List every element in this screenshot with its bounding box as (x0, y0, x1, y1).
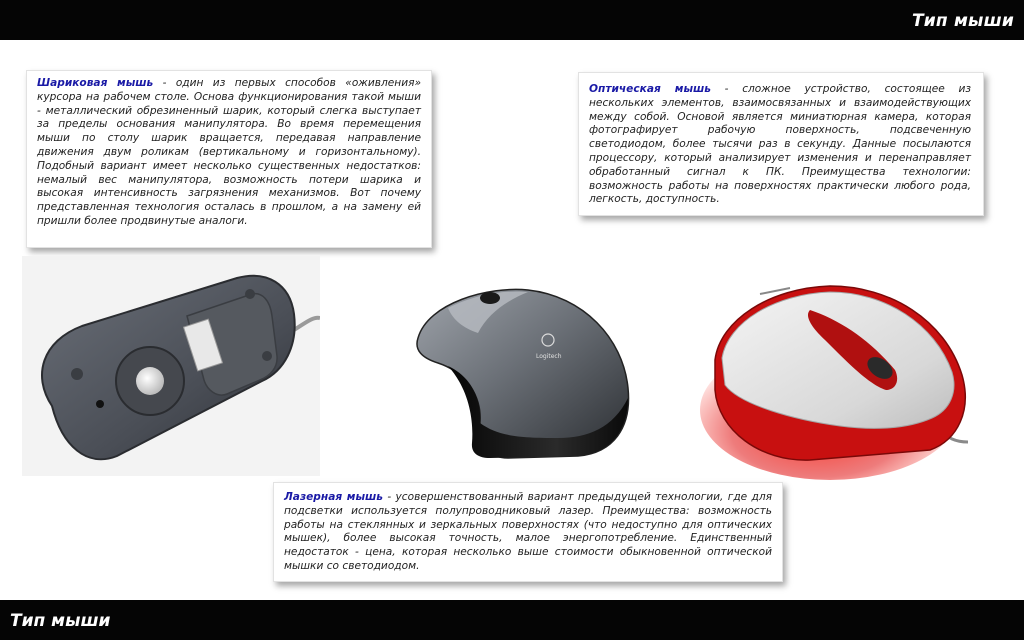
header-title: Тип мыши (911, 11, 1014, 31)
ball-mouse-description (26, 70, 432, 248)
footer-title: Тип мыши (10, 611, 111, 631)
laser-mouse-term: Лазерная мышь (284, 491, 383, 503)
ball-mouse-text: - один из первых способов «оживления» курсора на рабочем столе. Основа функционирования такой мыши - металлический обрезиненный шарик, который слегка выступает за пределы основания манипулятора. Во время перемещения мыши по столу шарик вращается, передавая направление движения двум роликам (вертикальному и горизонтальному). Подобный вариант имеет несколько существенных недостатков: немалый вес манипулятора, возможность потери шарика и высокая интенсивность загрязнения механизмов. Вот почему представленная технология осталась в прошлом, а на замену ей пришли более продвинутые аналоги. (37, 77, 421, 227)
header-bar (0, 0, 1024, 40)
optical-mouse-description (578, 72, 984, 216)
ball-mouse-term: Шариковая мышь (37, 77, 154, 89)
optical-mouse-term: Оптическая мышь (589, 83, 711, 95)
optical-mouse-photo (408, 278, 634, 460)
laser-mouse-description (273, 482, 783, 582)
footer-bar (0, 600, 1024, 640)
optical-mouse-brand: Logitech (536, 353, 562, 360)
laser-mouse-text: - усовершенствованный вариант предыдущей технологии, где для подсветки используется полупроводниковый лазер. Преимущества: возможность работы на стеклянных и зеркальных поверхностях (что недоступно для оптических мышек), более высокая точность, малое энергопотребление. Единственный недостаток - цена, которая несколько выше стоимости обыкновенной оптической мышки со светодиодом. (284, 491, 772, 572)
laser-mouse-photo (700, 280, 974, 480)
ball-mouse-photo (22, 256, 320, 476)
optical-mouse-text: - сложное устройство, состоящее из нескольких элементов, взаимосвязанных и взаимодействующих между собой. Основой является миниатюрная камера, которая фотографирует рабочую поверхность, подсвеченную светодиодом, более тысячи раз в секунду. Данные посылаются процессору, который анализирует изменения и перенаправляет обработанный сигнал к ПК. Преимущества технологии: возможность работы на поверхностях практически любого рода, легкость, доступность. (589, 83, 971, 206)
